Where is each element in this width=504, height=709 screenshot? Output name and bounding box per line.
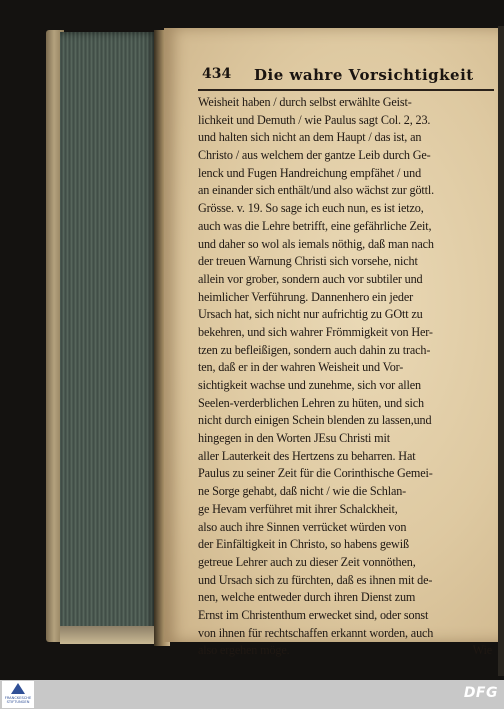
header-rule — [198, 89, 494, 91]
text-line: Christo / aus welchem der gantze Leib durch Ge- — [198, 148, 431, 163]
page-edges — [60, 32, 158, 644]
text-line: und daher so wol als iemals nöthig, daß man nach — [198, 236, 434, 251]
text-line: und Ursach sich zu fürchten, daß es ihnen mit de- — [198, 572, 433, 587]
text-line: an einander sich enthält/und also wächst zur göttl. — [198, 183, 435, 198]
text-line: allein vor grober, sondern auch vor subtiler und — [198, 271, 423, 286]
text-line: heimlicher Verführung. Dannenhero ein jeder — [198, 289, 413, 304]
text-line: auch was die Lehre betrifft, eine gefährliche Zeit, — [198, 218, 432, 233]
library-logo[interactable] — [2, 681, 34, 708]
text-line: Seelen-verderblichen Lehren zu hüten, und sich — [198, 395, 424, 410]
text-line-content: also ergehen möge. — [198, 643, 290, 658]
text-line: lenck und Fugen Handreichung empfähet / und — [198, 165, 422, 180]
text-line: Ernst im Christenthum erwecket sind, oder sonst — [198, 607, 429, 622]
text-line: tzen zu befleißigen, sondern auch dahin zu trach- — [198, 342, 431, 357]
dfg-logo[interactable]: DFG — [463, 685, 498, 701]
text-line: Weisheit haben / durch selbst erwählte Geist- — [198, 95, 412, 109]
text-line: aller Lauterkeit des Hertzens zu beharren. Hat — [198, 448, 416, 463]
book — [46, 26, 504, 658]
catchword: Wie — [472, 643, 492, 658]
running-head — [202, 66, 492, 88]
text-line: ge Hevam verführet mit ihrer Schalckheit, — [198, 501, 398, 516]
text-line: nen, welche entweder durch ihren Dienst zum — [198, 590, 416, 605]
text-line: und halten sich nicht an dem Haupt / das ist, an — [198, 130, 422, 145]
text-line: der Einfältigkeit in Christo, so habens gewiß — [198, 537, 409, 552]
text-line: ten, daß er in der wahren Weisheit und Vor- — [198, 360, 404, 375]
text-line: der treuen Warnung Christi sich vorsehe, nicht — [198, 254, 418, 269]
page-shadow-right — [498, 26, 504, 676]
text-line: lichkeit und Demuth / wie Paulus sagt Col. 2, 23. — [198, 112, 431, 127]
text-line: nicht durch einigen Schein blenden zu lassen,und — [198, 413, 432, 428]
text-line: sichtigkeit wachse und zunehme, sich vor allen — [198, 378, 421, 392]
text-line: getreue Lehrer auch zu dieser Zeit vonnöthen, — [198, 554, 416, 569]
text-line: Paulus zu seiner Zeit für die Corinthische Gemei- — [198, 466, 433, 481]
text-line: ne Sorge gehabt, daß nicht / wie die Schlan- — [198, 484, 407, 499]
running-title: Die wahre Vorsichtigkeit — [254, 66, 474, 84]
page-number: 434 — [202, 66, 232, 82]
viewer-footer — [0, 680, 504, 709]
library-logo-icon — [11, 683, 25, 695]
text-line: bekehren, und sich wahrer Frömmigkeit von Her- — [198, 324, 433, 339]
book-page — [164, 28, 500, 658]
library-logo-text: FRANCKESCHE STIFTUNGEN — [4, 696, 32, 705]
body-text — [198, 94, 498, 660]
text-line: Ursach hat, sich nicht nur aufrichtig zu GOtt zu — [198, 307, 423, 322]
text-line: hingegen in den Worten JEsu Christi mit — [198, 431, 390, 446]
text-line: von ihnen für rechtschaffen erkannt worden, auch — [198, 625, 434, 640]
text-line: Grösse. v. 19. So sage ich euch nun, es ist ietzo, — [198, 201, 424, 216]
text-line: also auch ihre Sinnen verrücket würden von — [198, 519, 407, 534]
text-line — [198, 642, 498, 660]
